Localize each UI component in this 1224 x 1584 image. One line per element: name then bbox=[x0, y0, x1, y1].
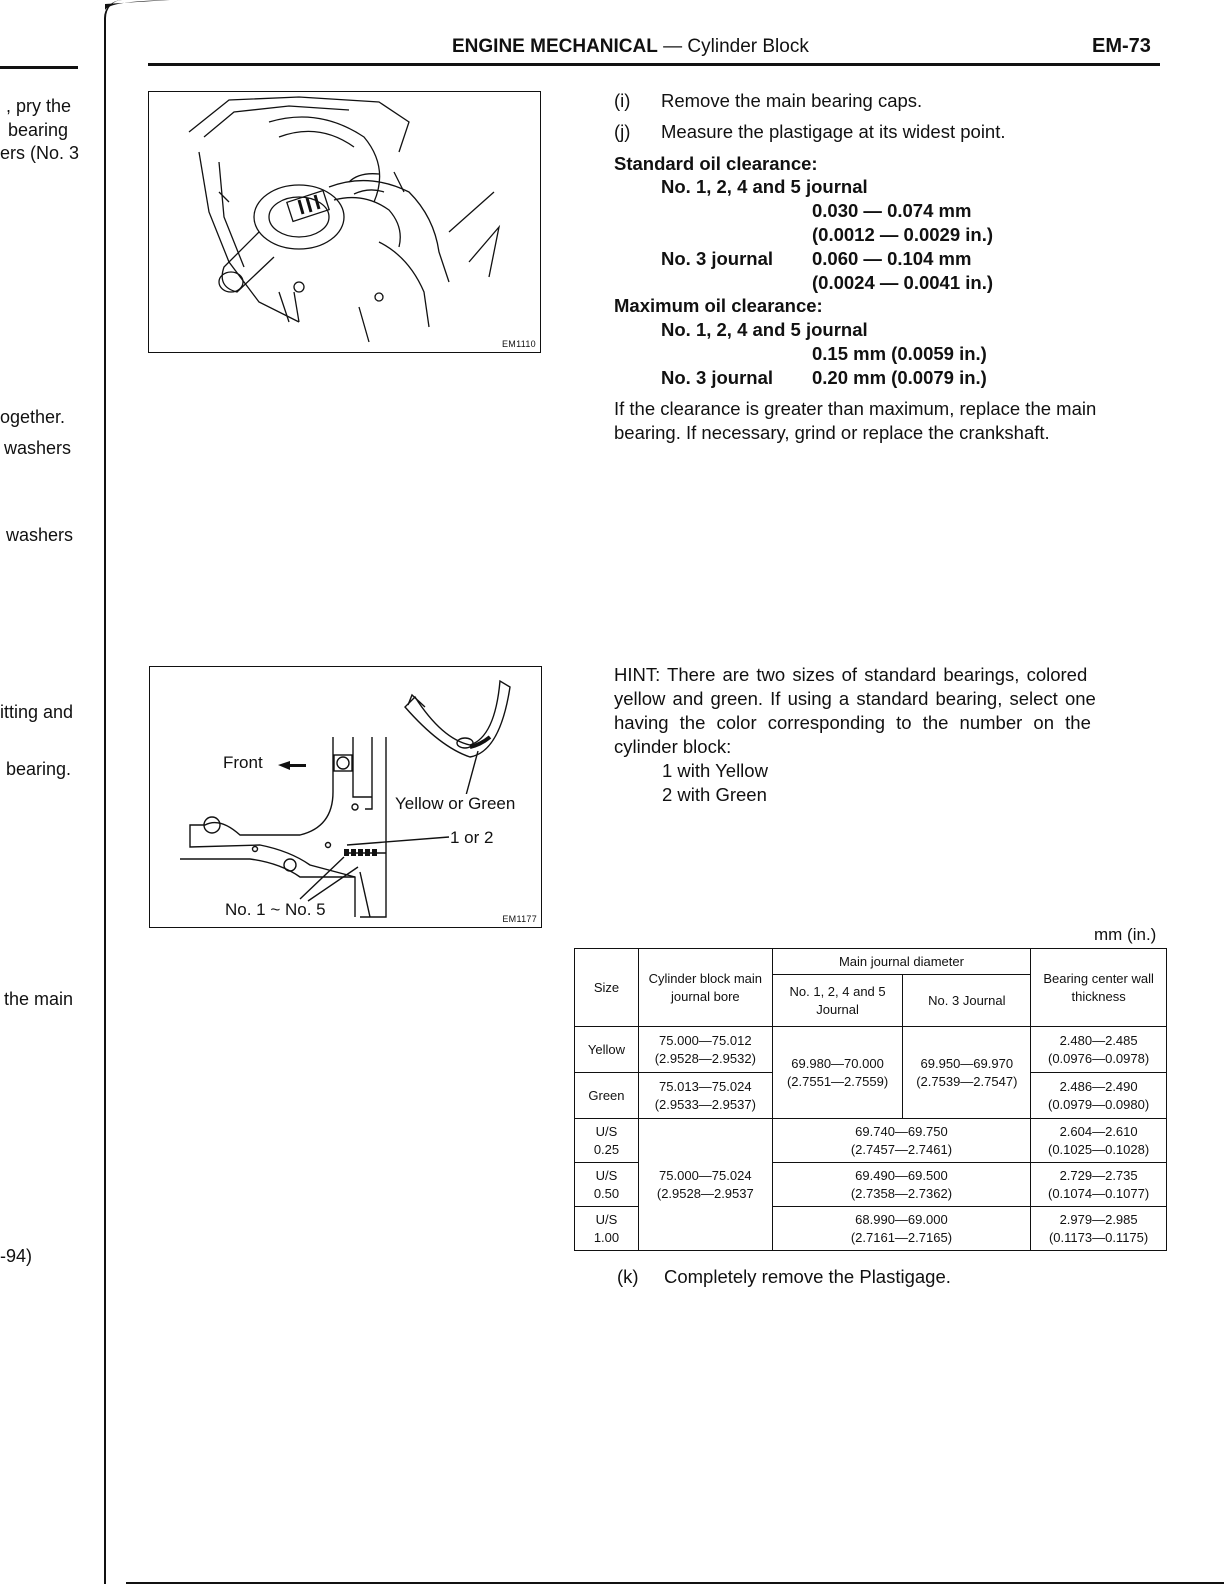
cell-thickness: 2.480—2.485 (0.0976—0.0978) bbox=[1031, 1027, 1167, 1073]
left-fragment: bearing. bbox=[6, 759, 72, 779]
cell-thickness: 2.979—2.985 (0.1173—0.1175) bbox=[1031, 1207, 1167, 1251]
cell-std-d1245: 69.980—70.000 (2.7551—2.7559) bbox=[772, 1027, 903, 1119]
spec-journal: No. 1, 2, 4 and 5 journal bbox=[661, 319, 868, 340]
left-fragment: washers bbox=[6, 525, 74, 545]
left-fragment: , pry the bbox=[6, 96, 72, 116]
header-thickness: Bearing center wall thickness bbox=[1031, 949, 1167, 1027]
hint-item: 2 with Green bbox=[662, 784, 767, 805]
spec-value: 0.030 — 0.074 mm bbox=[812, 200, 972, 221]
cell-diameter: 68.990—69.000 (2.7161—2.7165) bbox=[772, 1207, 1031, 1251]
header-bore: Cylinder block main journal bore bbox=[638, 949, 772, 1027]
spec-value: 0.15 mm (0.0059 in.) bbox=[812, 343, 987, 364]
figure-code: EM1110 bbox=[502, 339, 536, 349]
color-label: Yellow or Green bbox=[395, 794, 516, 813]
left-fragment: washers bbox=[4, 438, 72, 458]
cell-size: U/S 0.25 bbox=[575, 1119, 639, 1163]
plastigage-illustration bbox=[149, 92, 540, 352]
spec-journal: No. 3 journal bbox=[661, 248, 774, 269]
figure-code: EM1177 bbox=[502, 914, 537, 924]
figure-bearing-selection bbox=[149, 666, 542, 928]
spec-heading: Maximum oil clearance: bbox=[614, 295, 823, 316]
cell-diameter: 69.490—69.500 (2.7358—2.7362) bbox=[772, 1163, 1031, 1207]
left-fragment: the main bbox=[4, 989, 74, 1009]
spec-journal: No. 1, 2, 4 and 5 journal bbox=[661, 176, 868, 197]
cell-thickness: 2.729—2.735 (0.1074—0.1077) bbox=[1031, 1163, 1167, 1207]
spec-value: 0.060 — 0.104 mm bbox=[812, 248, 972, 269]
left-fragment: ers (No. 3 bbox=[0, 143, 80, 163]
step-text: Measure the plastigage at its widest point. bbox=[661, 121, 1006, 142]
header-separator: — bbox=[657, 36, 688, 57]
cell-thickness: 2.486—2.490 (0.0979—0.0980) bbox=[1031, 1073, 1167, 1119]
header-diameter: Main journal diameter bbox=[772, 949, 1031, 975]
journal-label: No. 1 ~ No. 5 bbox=[225, 900, 326, 919]
cell-bore: 75.000—75.012 (2.9528—2.9532) bbox=[638, 1027, 772, 1073]
header-d1245: No. 1, 2, 4 and 5 Journal bbox=[772, 975, 903, 1027]
cell-std-d3: 69.950—69.970 (2.7539—2.7547) bbox=[903, 1027, 1031, 1119]
spec-heading: Standard oil clearance: bbox=[614, 153, 818, 174]
spec-journal: No. 3 journal bbox=[661, 367, 774, 388]
cell-size: Green bbox=[575, 1073, 639, 1119]
step-text: Remove the main bearing caps. bbox=[661, 90, 923, 111]
figure-plastigage-measure bbox=[148, 91, 541, 353]
number-label: 1 or 2 bbox=[450, 828, 494, 847]
cell-size: U/S 1.00 bbox=[575, 1207, 639, 1251]
left-fragment: itting and bbox=[0, 702, 74, 722]
cell-bore: 75.013—75.024 (2.9533—2.9537) bbox=[638, 1073, 772, 1119]
cell-thickness: 2.604—2.610 (0.1025—0.1028) bbox=[1031, 1119, 1167, 1163]
page-binding-edge bbox=[104, 0, 128, 1584]
cell-us-bore: 75.000—75.024 (2.9528—2.9537 bbox=[638, 1119, 772, 1251]
cell-size: Yellow bbox=[575, 1027, 639, 1073]
left-fragment: -94) bbox=[0, 1246, 33, 1266]
left-fragment: bearing bbox=[8, 120, 69, 140]
table-row bbox=[575, 1119, 1167, 1163]
step-marker: (i) bbox=[614, 90, 631, 111]
header-rule bbox=[148, 63, 1160, 66]
step-marker: (j) bbox=[614, 121, 631, 142]
cell-diameter: 69.740—69.750 (2.7457—2.7461) bbox=[772, 1119, 1031, 1163]
hint-line: having the color corresponding to the number on the bbox=[614, 712, 1091, 733]
spec-value: 0.20 mm (0.0079 in.) bbox=[812, 367, 987, 388]
page-header-title bbox=[452, 36, 809, 58]
hint-line: yellow and green. If using a standard bearing, select one bbox=[614, 688, 1096, 709]
note-line: If the clearance is greater than maximum, replace the main bbox=[614, 398, 1097, 419]
front-label: Front bbox=[223, 753, 263, 772]
spec-value: (0.0012 — 0.0029 in.) bbox=[812, 224, 993, 245]
table-row bbox=[575, 1027, 1167, 1073]
hint-item: 1 with Yellow bbox=[662, 760, 768, 781]
table-unit: mm (in.) bbox=[1094, 925, 1157, 944]
header-size: Size bbox=[575, 949, 639, 1027]
note-line: bearing. If necessary, grind or replace the crankshaft. bbox=[614, 422, 1050, 443]
hint-line: HINT: There are two sizes of standard bearings, colored bbox=[614, 664, 1088, 685]
header-section: ENGINE MECHANICAL bbox=[452, 36, 658, 57]
header-subsection: Cylinder Block bbox=[687, 36, 809, 57]
cell-size: U/S 0.50 bbox=[575, 1163, 639, 1207]
step-marker: (k) bbox=[617, 1266, 639, 1287]
header-d3: No. 3 Journal bbox=[903, 975, 1031, 1027]
page-corner-curve bbox=[0, 0, 170, 10]
step-text: Completely remove the Plastigage. bbox=[664, 1266, 951, 1287]
spec-value: (0.0024 — 0.0041 in.) bbox=[812, 272, 993, 293]
left-fragment: ogether. bbox=[0, 407, 66, 427]
hint-line: cylinder block: bbox=[614, 736, 732, 757]
bearing-spec-table bbox=[574, 948, 1167, 1251]
left-page-rule bbox=[0, 66, 78, 69]
page-number: EM-73 bbox=[1092, 35, 1151, 57]
